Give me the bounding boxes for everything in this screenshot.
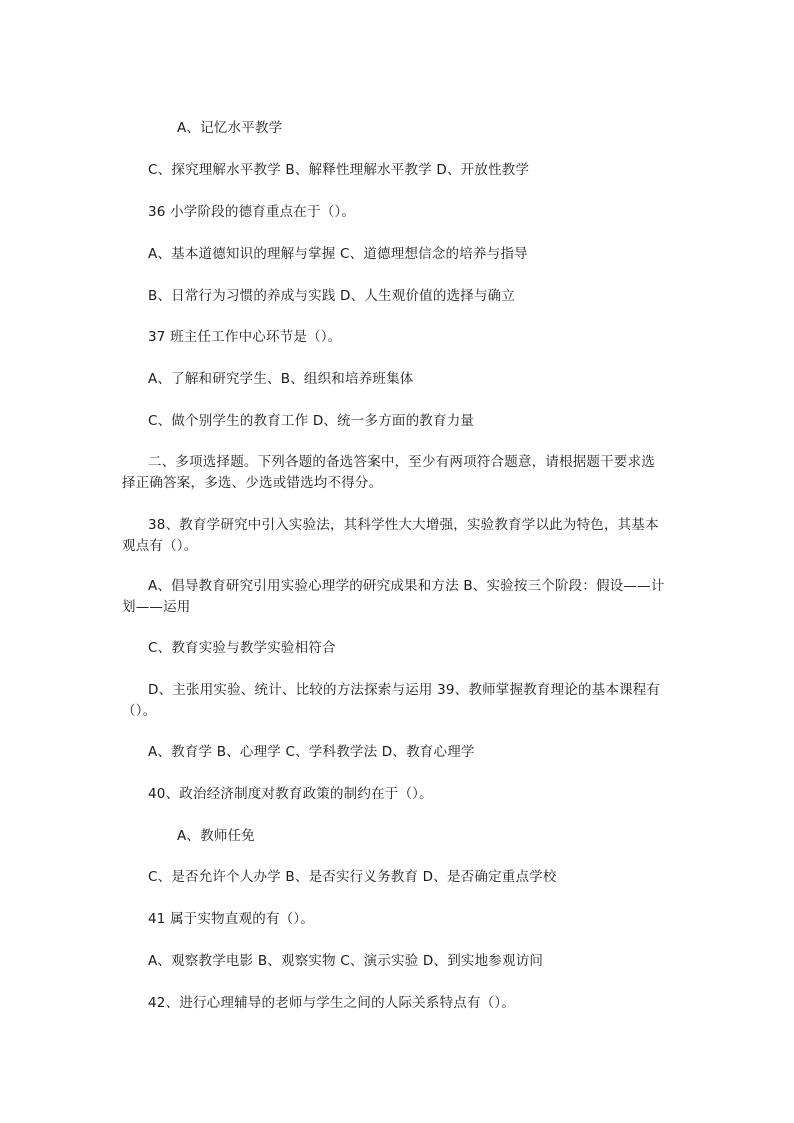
q39-options: A、教育学 B、心理学 C、学科教学法 D、教育心理学 [148, 744, 475, 760]
option-a-memory-level: A、记忆水平教学 [177, 120, 283, 136]
q38-option-d-line-2: （）。 [122, 703, 157, 719]
q38-options-a-b-line-2: 划——运用 [122, 599, 191, 615]
question-41: 41 属于实物直观的有（）。 [148, 911, 315, 927]
section-2-heading-line-2: 择正确答案，多选、少选或错选均不得分。 [122, 475, 383, 491]
question-38-line-2: 观点有（）。 [122, 538, 198, 554]
q37-options-a-b: A、了解和研究学生、B、组织和培养班集体 [148, 371, 414, 387]
question-37: 37 班主任工作中心环节是（）。 [148, 329, 342, 345]
question-40: 40、政治经济制度对教育政策的制约在于（）。 [148, 786, 433, 802]
q38-option-d-line-1: D、主张用实验、统计、比较的方法探索与运用 39、教师掌握教育理论的基本课程有 [148, 682, 661, 698]
section-2-heading [122, 452, 670, 494]
q38-options-a-b [122, 576, 670, 618]
q40-options-c-b-d: C、是否允许个人办学 B、是否实行义务教育 D、是否确定重点学校 [148, 869, 557, 885]
q41-options: A、观察教学电影 B、观察实物 C、演示实验 D、到实地参观访问 [148, 953, 544, 969]
q38-option-d-and-question-39 [122, 680, 670, 722]
q38-options-a-b-line-1: A、倡导教育研究引用实验心理学的研究成果和方法 B、实验按三个阶段：假设——计 [148, 578, 665, 594]
question-36: 36 小学阶段的德育重点在于（）。 [148, 204, 356, 220]
q36-options-b-d: B、日常行为习惯的养成与实践 D、人生观价值的选择与确立 [148, 288, 516, 304]
question-38 [122, 515, 670, 557]
q38-option-c: C、教育实验与教学实验相符合 [148, 640, 336, 656]
question-42: 42、进行心理辅导的老师与学生之间的人际关系特点有（）。 [148, 995, 516, 1011]
q36-options-a-c: A、基本道德知识的理解与掌握 C、道德理想信念的培养与指导 [148, 246, 528, 262]
q37-options-c-d: C、做个别学生的教育工作 D、统一多方面的教育力量 [148, 413, 475, 429]
question-38-line-1: 38、教育学研究中引入实验法，其科学性大大增强，实验教育学以此为特色，其基本 [148, 517, 659, 533]
options-c-b-d-teaching-levels: C、探究理解水平教学 B、解释性理解水平教学 D、开放性教学 [148, 162, 530, 178]
section-2-heading-line-1: 二、多项选择题。下列各题的备选答案中，至少有两项符合题意，请根据题干要求选 [148, 454, 655, 470]
q40-option-a: A、教师任免 [177, 828, 255, 844]
